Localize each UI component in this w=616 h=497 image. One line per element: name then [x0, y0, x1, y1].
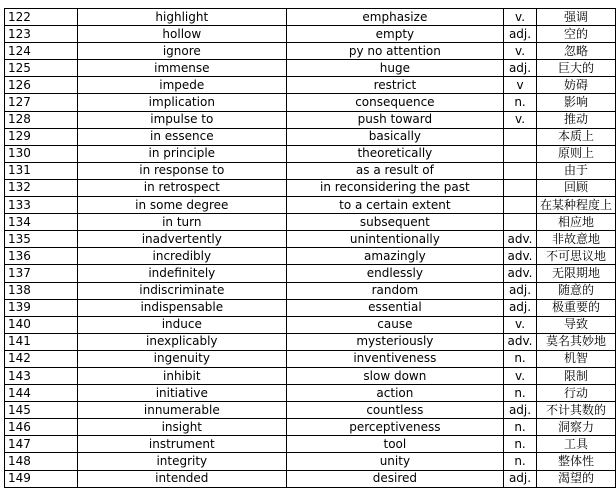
part-of-speech-cell: n.	[504, 385, 537, 402]
table-row	[5, 299, 616, 316]
part-of-speech-cell: adv.	[504, 265, 537, 282]
word-cell: ingenuity	[77, 350, 286, 367]
word-cell: highlight	[77, 9, 286, 26]
table-row	[5, 77, 616, 94]
table-row	[5, 402, 616, 419]
part-of-speech-cell: adj.	[504, 60, 537, 77]
part-of-speech-cell: adj.	[504, 470, 537, 487]
vocabulary-table-body	[5, 9, 616, 488]
row-number-cell: 137	[5, 265, 78, 282]
chinese-meaning-cell: 原则上	[536, 145, 615, 162]
word-cell: immense	[77, 60, 286, 77]
table-row	[5, 9, 616, 26]
part-of-speech-cell: n.	[504, 419, 537, 436]
table-row	[5, 453, 616, 470]
synonym-cell: to a certain extent	[286, 197, 503, 214]
synonym-cell: tool	[286, 436, 503, 453]
synonym-cell: py no attention	[286, 43, 503, 60]
row-number-cell: 143	[5, 367, 78, 384]
table-row	[5, 436, 616, 453]
synonym-cell: subsequent	[286, 214, 503, 231]
word-cell: intended	[77, 470, 286, 487]
table-row	[5, 231, 616, 248]
synonym-cell: action	[286, 385, 503, 402]
word-cell: in some degree	[77, 197, 286, 214]
table-row	[5, 197, 616, 214]
table-row	[5, 128, 616, 145]
row-number-cell: 144	[5, 385, 78, 402]
table-row	[5, 94, 616, 111]
row-number-cell: 146	[5, 419, 78, 436]
word-cell: innumerable	[77, 402, 286, 419]
word-cell: indiscriminate	[77, 282, 286, 299]
row-number-cell: 145	[5, 402, 78, 419]
table-row	[5, 470, 616, 487]
synonym-cell: countless	[286, 402, 503, 419]
chinese-meaning-cell: 非故意地	[536, 231, 615, 248]
row-number-cell: 129	[5, 128, 78, 145]
part-of-speech-cell: adv.	[504, 333, 537, 350]
part-of-speech-cell: n.	[504, 350, 537, 367]
part-of-speech-cell: v.	[504, 367, 537, 384]
table-row	[5, 316, 616, 333]
row-number-cell: 128	[5, 111, 78, 128]
chinese-meaning-cell: 强调	[536, 9, 615, 26]
word-cell: integrity	[77, 453, 286, 470]
chinese-meaning-cell: 工具	[536, 436, 615, 453]
part-of-speech-cell	[504, 179, 537, 196]
table-row	[5, 43, 616, 60]
synonym-cell: in reconsidering the past	[286, 179, 503, 196]
chinese-meaning-cell: 极重要的	[536, 299, 615, 316]
word-cell: insight	[77, 419, 286, 436]
row-number-cell: 131	[5, 162, 78, 179]
row-number-cell: 133	[5, 197, 78, 214]
table-row	[5, 265, 616, 282]
row-number-cell: 126	[5, 77, 78, 94]
word-cell: impede	[77, 77, 286, 94]
chinese-meaning-cell: 忽略	[536, 43, 615, 60]
synonym-cell: mysteriously	[286, 333, 503, 350]
table-row	[5, 333, 616, 350]
synonym-cell: cause	[286, 316, 503, 333]
part-of-speech-cell	[504, 145, 537, 162]
part-of-speech-cell: adj.	[504, 282, 537, 299]
word-cell: implication	[77, 94, 286, 111]
row-number-cell: 127	[5, 94, 78, 111]
chinese-meaning-cell: 渴望的	[536, 470, 615, 487]
table-row	[5, 350, 616, 367]
chinese-meaning-cell: 在某种程度上	[536, 197, 615, 214]
word-cell: inhibit	[77, 367, 286, 384]
row-number-cell: 147	[5, 436, 78, 453]
row-number-cell: 125	[5, 60, 78, 77]
row-number-cell: 122	[5, 9, 78, 26]
part-of-speech-cell: v.	[504, 111, 537, 128]
chinese-meaning-cell: 推动	[536, 111, 615, 128]
part-of-speech-cell: v.	[504, 9, 537, 26]
row-number-cell: 149	[5, 470, 78, 487]
chinese-meaning-cell: 莫名其妙地	[536, 333, 615, 350]
chinese-meaning-cell: 导致	[536, 316, 615, 333]
word-cell: initiative	[77, 385, 286, 402]
part-of-speech-cell: adj.	[504, 299, 537, 316]
row-number-cell: 123	[5, 26, 78, 43]
row-number-cell: 134	[5, 214, 78, 231]
row-number-cell: 142	[5, 350, 78, 367]
synonym-cell: essential	[286, 299, 503, 316]
chinese-meaning-cell: 不可思议地	[536, 248, 615, 265]
word-cell: in retrospect	[77, 179, 286, 196]
word-cell: hollow	[77, 26, 286, 43]
synonym-cell: push toward	[286, 111, 503, 128]
part-of-speech-cell	[504, 197, 537, 214]
word-cell: in response to	[77, 162, 286, 179]
part-of-speech-cell: adj.	[504, 26, 537, 43]
word-cell: inadvertently	[77, 231, 286, 248]
table-row	[5, 60, 616, 77]
chinese-meaning-cell: 洞察力	[536, 419, 615, 436]
chinese-meaning-cell: 限制	[536, 367, 615, 384]
word-cell: incredibly	[77, 248, 286, 265]
word-cell: inexplicably	[77, 333, 286, 350]
chinese-meaning-cell: 行动	[536, 385, 615, 402]
chinese-meaning-cell: 妨碍	[536, 77, 615, 94]
synonym-cell: slow down	[286, 367, 503, 384]
row-number-cell: 148	[5, 453, 78, 470]
part-of-speech-cell: v.	[504, 316, 537, 333]
chinese-meaning-cell: 随意的	[536, 282, 615, 299]
row-number-cell: 141	[5, 333, 78, 350]
synonym-cell: restrict	[286, 77, 503, 94]
part-of-speech-cell: adv.	[504, 248, 537, 265]
synonym-cell: unity	[286, 453, 503, 470]
part-of-speech-cell	[504, 128, 537, 145]
table-row	[5, 145, 616, 162]
table-row	[5, 179, 616, 196]
synonym-cell: random	[286, 282, 503, 299]
row-number-cell: 136	[5, 248, 78, 265]
chinese-meaning-cell: 无限期地	[536, 265, 615, 282]
table-row	[5, 248, 616, 265]
part-of-speech-cell	[504, 214, 537, 231]
table-row	[5, 385, 616, 402]
part-of-speech-cell: v.	[504, 43, 537, 60]
synonym-cell: consequence	[286, 94, 503, 111]
word-cell: in essence	[77, 128, 286, 145]
row-number-cell: 132	[5, 179, 78, 196]
synonym-cell: perceptiveness	[286, 419, 503, 436]
row-number-cell: 135	[5, 231, 78, 248]
word-cell: impulse to	[77, 111, 286, 128]
chinese-meaning-cell: 本质上	[536, 128, 615, 145]
table-row	[5, 111, 616, 128]
chinese-meaning-cell: 回顾	[536, 179, 615, 196]
synonym-cell: as a result of	[286, 162, 503, 179]
row-number-cell: 140	[5, 316, 78, 333]
synonym-cell: endlessly	[286, 265, 503, 282]
word-cell: indefinitely	[77, 265, 286, 282]
synonym-cell: amazingly	[286, 248, 503, 265]
chinese-meaning-cell: 空的	[536, 26, 615, 43]
row-number-cell: 130	[5, 145, 78, 162]
chinese-meaning-cell: 整体性	[536, 453, 615, 470]
synonym-cell: empty	[286, 26, 503, 43]
part-of-speech-cell: n.	[504, 436, 537, 453]
word-cell: instrument	[77, 436, 286, 453]
table-row	[5, 26, 616, 43]
word-cell: in principle	[77, 145, 286, 162]
synonym-cell: inventiveness	[286, 350, 503, 367]
part-of-speech-cell: adv.	[504, 231, 537, 248]
word-cell: ignore	[77, 43, 286, 60]
table-row	[5, 419, 616, 436]
synonym-cell: theoretically	[286, 145, 503, 162]
synonym-cell: desired	[286, 470, 503, 487]
synonym-cell: huge	[286, 60, 503, 77]
synonym-cell: basically	[286, 128, 503, 145]
chinese-meaning-cell: 由于	[536, 162, 615, 179]
row-number-cell: 124	[5, 43, 78, 60]
row-number-cell: 139	[5, 299, 78, 316]
part-of-speech-cell: n.	[504, 94, 537, 111]
row-number-cell: 138	[5, 282, 78, 299]
table-row	[5, 367, 616, 384]
chinese-meaning-cell: 相应地	[536, 214, 615, 231]
part-of-speech-cell: v	[504, 77, 537, 94]
part-of-speech-cell: adj.	[504, 402, 537, 419]
synonym-cell: emphasize	[286, 9, 503, 26]
vocabulary-table	[4, 8, 616, 488]
table-row	[5, 214, 616, 231]
chinese-meaning-cell: 影响	[536, 94, 615, 111]
synonym-cell: unintentionally	[286, 231, 503, 248]
chinese-meaning-cell: 机智	[536, 350, 615, 367]
table-row	[5, 162, 616, 179]
word-cell: in turn	[77, 214, 286, 231]
part-of-speech-cell	[504, 162, 537, 179]
part-of-speech-cell: n.	[504, 453, 537, 470]
word-cell: induce	[77, 316, 286, 333]
word-cell: indispensable	[77, 299, 286, 316]
chinese-meaning-cell: 巨大的	[536, 60, 615, 77]
chinese-meaning-cell: 不计其数的	[536, 402, 615, 419]
table-row	[5, 282, 616, 299]
